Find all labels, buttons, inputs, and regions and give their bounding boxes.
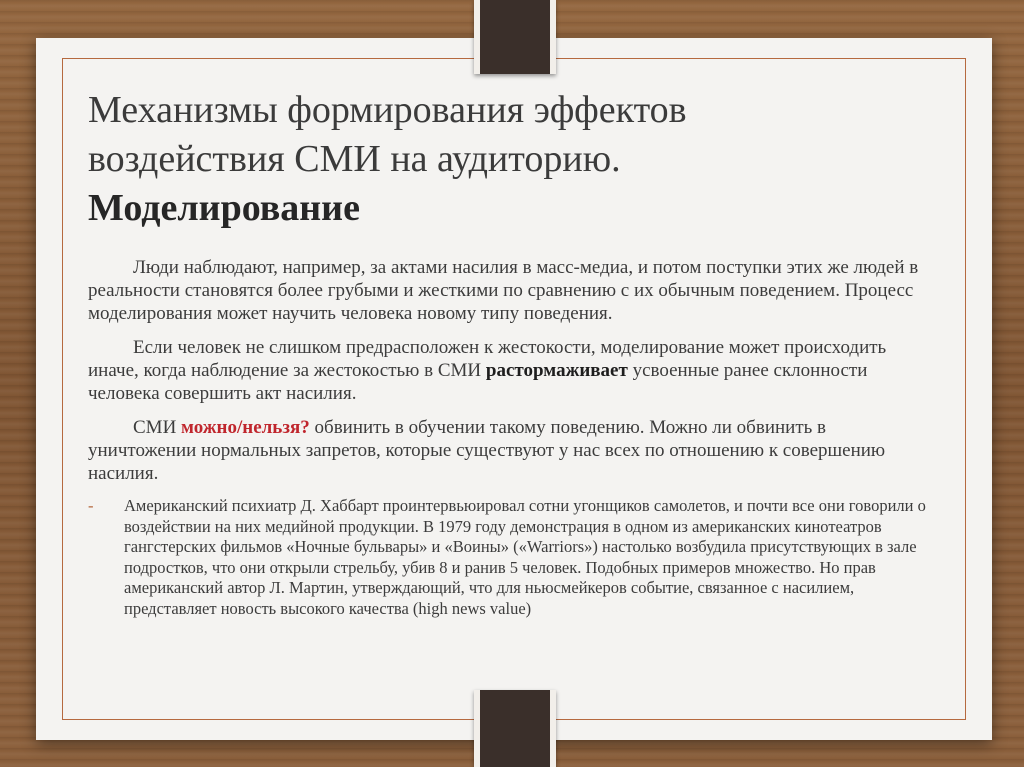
title-line-1: Механизмы формирования эффектов [88,89,687,131]
paragraph-2-emphasis: растормаживает [485,360,628,381]
bullet-item [88,496,934,619]
paragraph-3-highlight: можно/нельзя? [181,417,310,438]
bottom-clip [474,690,556,767]
paragraph-2-text-end: усвоенные ранее склонности человека совершить акт насилия. [88,360,868,404]
top-clip [474,0,556,74]
slide-body [88,256,934,619]
paragraph-1: Люди наблюдают, например, за актами насилия в масс-медиа, и потом поступки этих же людей в реальности становятся более грубыми и жесткими по сравнению с их обычным поведением. Процесс моделирования может научить человека новому типу поведения. [88,257,919,324]
paragraph-3 [88,416,934,485]
bullet-text: Американский психиатр Д. Хаббарт проинтервьюировал сотни угонщиков самолетов, и почти все они говорили о воздействии на них медийной продукции. В 1979 году демонстрация в одном из американских кинотеатров гангстерских фильмов «Ночные бульвары» и «Воины» («Warriors») настолько возбудила присутствующих в зале подростков, что они открыли стрельбу, убив 8 и ранив 5 человек. Подобных примеров множество. Но прав американский автор Л. Мартин, утверждающий, что для ньюсмейкеров событие, связанное с насилием, представляет новость высокого качества (high news value) [124,496,926,618]
paragraph-3-text-start: СМИ [133,417,182,438]
title-line-2: воздействия СМИ на аудиторию. [88,138,621,180]
slide-title [88,86,868,233]
paragraph-3-text-end: обвинить в обучении такому поведению. Можно ли обвинить в уничтожении нормальных запретов, которые существуют у нас всех по отношению к совершению насилия. [88,417,886,484]
paragraph-2-text-start: Если человек не слишком предрасположен к жестокости, моделирование может происходить иначе, когда наблюдение за жестокостью в СМИ [88,337,887,381]
bullet-marker: - [88,496,94,515]
title-subtitle: Моделирование [88,187,360,229]
paragraph-2 [88,336,934,405]
